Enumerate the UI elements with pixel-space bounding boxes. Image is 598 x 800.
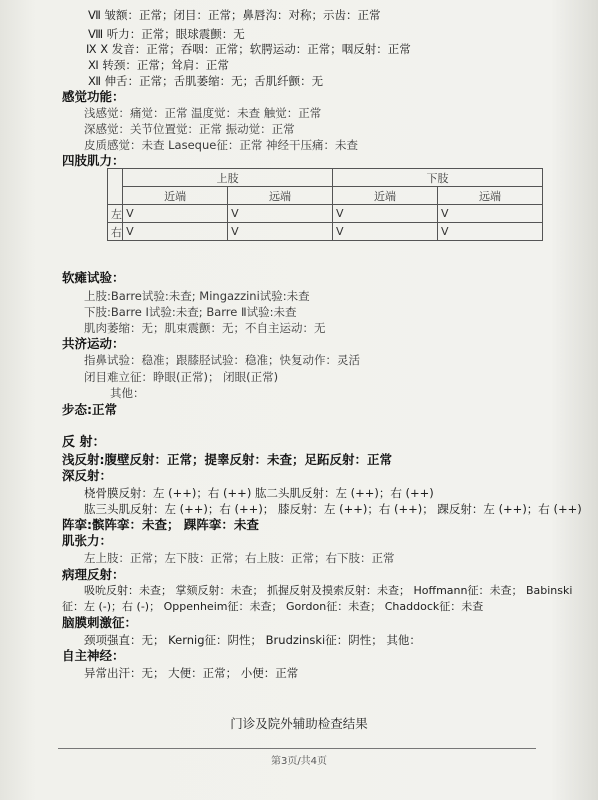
sensory-heading: 感觉功能： — [62, 89, 125, 104]
cranial-xii: Ⅻ 伸舌：正常；舌肌萎缩：无；舌肌纤颤：无 — [88, 74, 324, 88]
strength-value: V — [437, 205, 542, 223]
strength-corner-cell — [108, 169, 123, 205]
footer-divider — [58, 748, 536, 749]
paralysis-heading: 软瘫试验： — [62, 270, 125, 285]
strength-lower-header: 下肢 — [333, 169, 543, 187]
reflex-deep-line1: 桡骨膜反射：左 (++)；右 (++) 肱二头肌反射：左 (++)；右 (++) — [84, 486, 434, 500]
sensory-cortical: 皮质感觉：未查 Laseque征：正常 神经干压痛：未查 — [84, 138, 358, 152]
reflex-shallow: 浅反射:腹壁反射：正常；提睾反射：未查；足跖反射：正常 — [62, 452, 392, 467]
coordination-romberg: 闭目难立征：睁眼(正常)； 闭眼(正常) — [84, 370, 279, 384]
strength-side-label: 左 — [108, 205, 123, 223]
strength-value: V — [123, 205, 228, 223]
meningeal-heading: 脑膜刺激征： — [62, 615, 138, 630]
cranial-xi: Ⅺ 转颈：正常；耸肩：正常 — [88, 58, 229, 72]
strength-row-right — [108, 223, 543, 241]
reflex-deep-line2: 肱三头肌反射：左 (++)；右 (++)； 膝反射：左 (++)；右 (++)； 踝反射：左 (++)；右 (++) — [84, 502, 582, 516]
strength-side-label: 右 — [108, 223, 123, 241]
strength-value: V — [228, 223, 333, 241]
strength-header-row — [108, 169, 543, 187]
cranial-vii: Ⅶ 皱额：正常；闭目：正常；鼻唇沟：对称；示齿：正常 — [88, 8, 381, 22]
strength-heading: 四肢肌力： — [62, 153, 125, 168]
strength-upper-proximal: 近端 — [123, 187, 228, 205]
page-number: 第3页/共4页 — [270, 756, 328, 767]
coordination-heading: 共济运动： — [62, 336, 125, 351]
gait-text: 步态:正常 — [62, 402, 117, 417]
reflex-deep-heading: 深反射： — [62, 468, 113, 483]
autonomic-values: 异常出汗：无； 大便：正常； 小便：正常 — [84, 666, 299, 680]
strength-row-left — [108, 205, 543, 223]
strength-value: V — [123, 223, 228, 241]
strength-value: V — [437, 223, 542, 241]
strength-upper-distal: 远端 — [228, 187, 333, 205]
cranial-viii: Ⅷ 听力：正常；眼球震颤：无 — [88, 27, 245, 41]
footer-section-title: 门诊及院外辅助检查结果 — [230, 716, 368, 731]
sensory-shallow: 浅感觉：痛觉：正常 温度觉：未查 触觉：正常 — [84, 106, 322, 120]
strength-subheader-row — [108, 187, 543, 205]
strength-lower-distal: 远端 — [437, 187, 542, 205]
tone-values: 左上肢：正常；左下肢：正常；右上肢：正常；右下肢：正常 — [84, 551, 395, 565]
reflex-heading: 反 射： — [62, 435, 106, 450]
paralysis-upper: 上肢:Barre试验:未查; Mingazzini试验:未查 — [84, 289, 310, 303]
autonomic-heading: 自主神经： — [62, 648, 125, 663]
pathological-line1: 吸吮反射：未查； 掌颏反射：未查； 抓握反射及摸索反射：未查； Hoffmann征：未查； Babinski — [84, 584, 573, 597]
strength-table — [107, 168, 543, 241]
reflex-clonus: 阵挛:髌阵挛：未查； 踝阵挛：未查 — [62, 517, 259, 532]
meningeal-values: 颈项强直：无； Kernig征：阴性； Brudzinski征：阴性； 其他： — [84, 633, 421, 647]
strength-value: V — [333, 205, 438, 223]
strength-upper-header: 上肢 — [123, 169, 333, 187]
cranial-ix-x: Ⅸ Ⅹ 发音：正常；吞咽：正常；软腭运动：正常；咽反射：正常 — [86, 42, 411, 56]
sensory-deep: 深感觉：关节位置觉：正常 振动觉：正常 — [84, 122, 295, 136]
paralysis-lower: 下肢:Barre Ⅰ试验:未查; Barre Ⅱ试验:未查 — [84, 305, 297, 319]
strength-lower-proximal: 近端 — [333, 187, 438, 205]
coordination-other: 其他： — [110, 386, 145, 400]
tone-heading: 肌张力： — [62, 533, 113, 548]
paralysis-muscle: 肌肉萎缩：无；肌束震颤：无；不自主运动：无 — [84, 321, 326, 335]
strength-value: V — [228, 205, 333, 223]
coordination-finger: 指鼻试验：稳准；跟膝胫试验：稳准；快复动作：灵活 — [84, 353, 360, 367]
pathological-heading: 病理反射： — [62, 567, 125, 582]
pathological-line2: 征：左 (-)；右 (-)； Oppenheim征：未查； Gordon征：未查； Chaddock征：未查 — [62, 600, 484, 613]
strength-value: V — [333, 223, 438, 241]
